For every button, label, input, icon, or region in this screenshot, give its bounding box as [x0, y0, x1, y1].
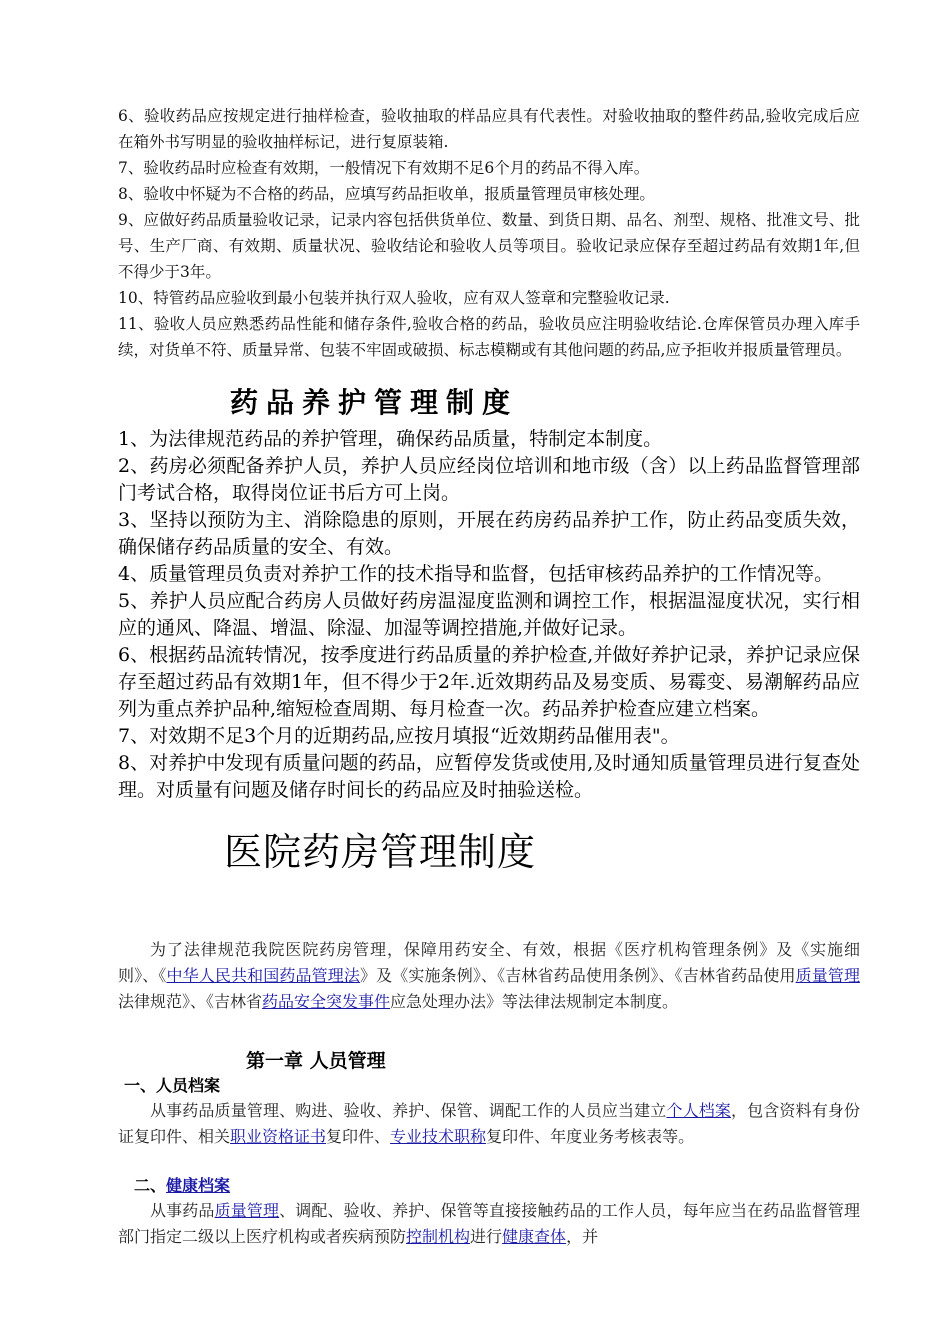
rule-item: 5、养护人员应配合药房人员做好药房温湿度监测和调控工作，根据温湿度状况，实行相应的通风、降温、增温、除湿、加湿等调控措施,并做好记录。 — [118, 590, 860, 639]
rule-item: 7、验收药品时应检查有效期，一般情况下有效期不足6个月的药品不得入库。 — [118, 159, 650, 177]
intro-text: 应急处理办法》等法律法规制定本制度。 — [390, 992, 679, 1011]
rule-item: 2、药房必须配备养护人员，养护人员应经岗位培训和地市级（含）以上药品监督管理部门考试合格，取得岗位证书后方可上岗。 — [118, 455, 860, 504]
intro-text: 》及《实施条例》、《吉林省药品使用条例》、《吉林省药品使用 — [360, 966, 796, 985]
health-checkup-link[interactable]: 健康查体 — [502, 1227, 567, 1246]
body-text: 从事药品质量管理、购进、验收、养护、保管、调配工作的人员应当建立 — [150, 1101, 667, 1120]
intro-text: 法律规范》、《吉林省 — [118, 992, 263, 1011]
personnel-files-paragraph — [118, 1098, 860, 1150]
subheading-personnel-files: 一、人员档案 — [124, 1076, 221, 1095]
rule-item: 11、验收人员应熟悉药品性能和储存条件,验收合格的药品，验收员应注明验收结论.仓库保管员办理入库手续，对货单不符、质量异常、包装不牢固或破损、标志模糊或有其他问题的药品,应予拒收并报质量管理员。 — [118, 315, 860, 359]
maintenance-rules-list — [118, 426, 860, 804]
health-files-paragraph — [118, 1198, 860, 1250]
body-text: ，并 — [566, 1227, 599, 1246]
rule-item: 7、对效期不足3个月的近期药品,应按月填报“近效期药品催用表"。 — [118, 725, 680, 747]
acceptance-rules-list — [118, 103, 860, 363]
rule-item: 3、坚持以预防为主、消除隐患的原则，开展在药房药品养护工作，防止药品变质失效，确保储存药品质量的安全、有效。 — [118, 509, 860, 558]
personal-file-link[interactable]: 个人档案 — [666, 1101, 731, 1120]
subheading-prefix: 二、 — [134, 1176, 167, 1195]
pharmacy-section-title: 医院药房管理制度 — [224, 830, 537, 874]
rule-item: 1、为法律规范药品的养护管理，确保药品质量，特制定本制度。 — [118, 428, 663, 450]
subheading-health-files — [134, 1174, 230, 1198]
body-text: 、调配、验收、养护、保管等直接接触药品的工作人员，每年应当在药品监督管理部门指定二级以上医疗机构或者疾病预防 — [118, 1201, 860, 1246]
body-text: 从事药品 — [150, 1201, 215, 1220]
control-agency-link[interactable]: 控制机构 — [406, 1227, 471, 1246]
health-file-link[interactable]: 健康档案 — [166, 1176, 231, 1195]
body-text: 复印件、 — [326, 1127, 391, 1146]
qualification-certificate-link[interactable]: 职业资格证书 — [230, 1127, 327, 1146]
body-text: 复印件、年度业务考核表等。 — [486, 1127, 695, 1146]
body-text: 进行 — [470, 1227, 503, 1246]
drug-law-link[interactable]: 中华人民共和国药品管理法 — [166, 966, 360, 985]
quality-management-link[interactable]: 质量管理 — [795, 966, 860, 985]
rule-item: 6、根据药品流转情况，按季度进行药品质量的养护检查,并做好养护记录，养护记录应保存至超过药品有效期1年，但不得少于2年.近效期药品及易变质、易霉变、易潮解药品应列为重点养护品种,缩短检查周期、每月检查一次。药品养护检查应建立档案。 — [118, 644, 860, 720]
drug-safety-emergency-link[interactable]: 药品安全突发事件 — [262, 992, 391, 1011]
rule-item: 4、质量管理员负责对养护工作的技术指导和监督，包括审核药品养护的工作情况等。 — [118, 563, 834, 585]
rule-item: 10、特管药品应验收到最小包装并执行双人验收，应有双人签章和完整验收记录. — [118, 289, 670, 307]
rule-item: 8、对养护中发现有质量问题的药品，应暂停发货或使用,及时通知质量管理员进行复查处理。对质量有问题及储存时间长的药品应及时抽验送检。 — [118, 752, 860, 801]
rule-item: 9、应做好药品质量验收记录，记录内容包括供货单位、数量、到货日期、品名、剂型、规格、批准文号、批号、生产厂商、有效期、质量状况、验收结论和验收人员等项目。验收记录应保存至超过药品有效期1年,但不得少于3年。 — [118, 211, 860, 281]
rule-item: 8、验收中怀疑为不合格的药品，应填写药品拒收单，报质量管理员审核处理。 — [118, 185, 655, 203]
intro-text: 为了法律规范我院医院药房管理，保障用药安全、有效，根据《医疗机构管理条例》及《实施细则》、《 — [118, 940, 860, 985]
intro-paragraph — [118, 937, 860, 1015]
rule-item: 6、验收药品应按规定进行抽样检查，验收抽取的样品应具有代表性。对验收抽取的整件药品,验收完成后应在箱外书写明显的验收抽样标记，进行复原装箱. — [118, 107, 860, 151]
quality-management-link[interactable]: 质量管理 — [214, 1201, 280, 1220]
maintenance-section-title: 药品养护管理制度 — [230, 386, 519, 419]
body-text: ，包含资料有身份证复印件、相关 — [118, 1101, 860, 1146]
professional-title-link[interactable]: 专业技术职称 — [390, 1127, 487, 1146]
chapter-heading: 第一章 人员管理 — [246, 1050, 386, 1072]
